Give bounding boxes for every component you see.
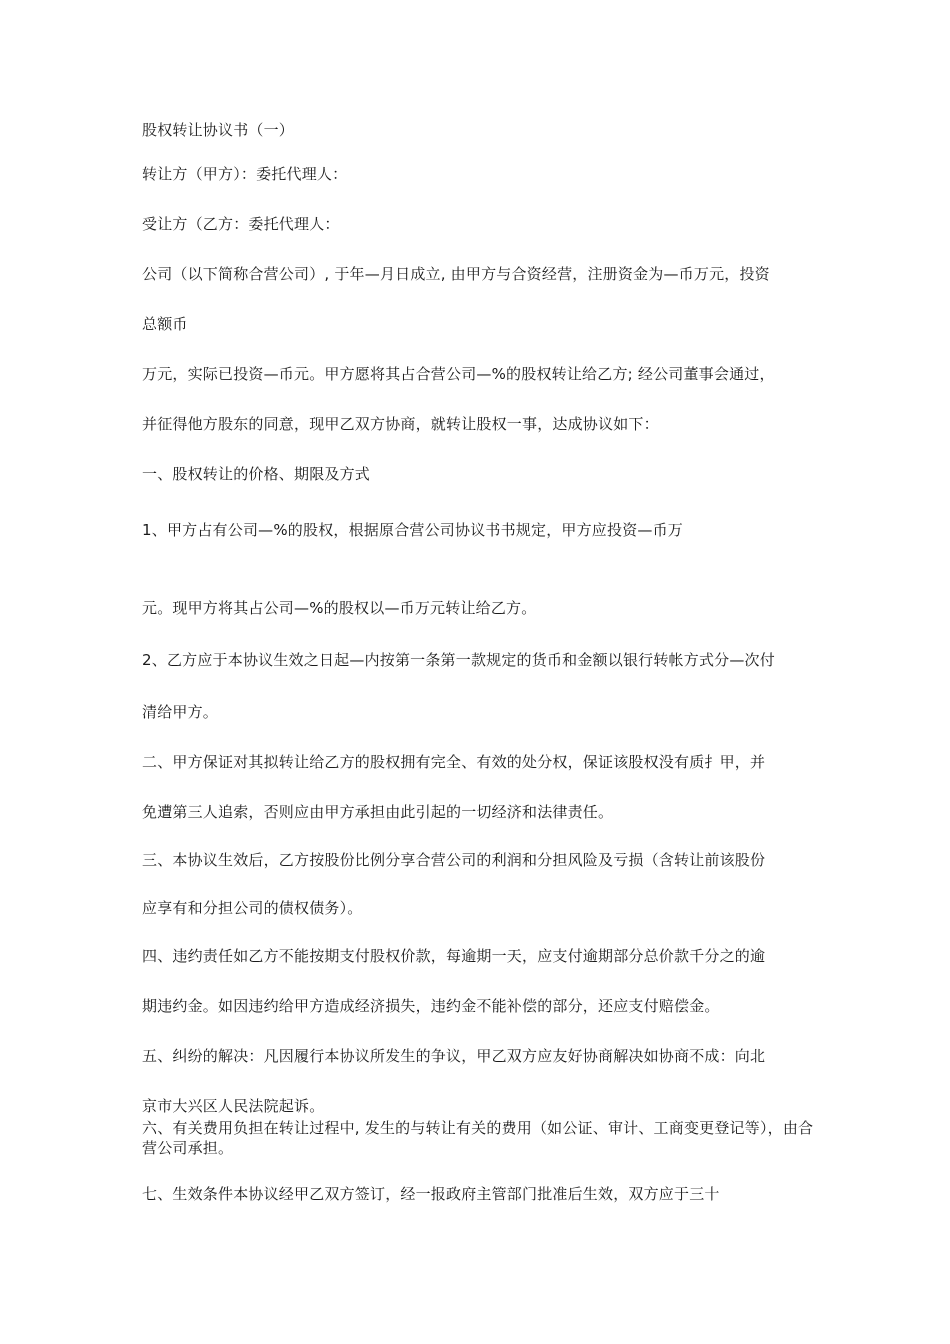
clause-line: 七、生效条件本协议经甲乙双方签订，经一报政府主管部门批准后生效，双方应于三十: [142, 1185, 720, 1203]
paragraph-line: 并征得他方股东的同意，现甲乙双方协商，就转让股权一事，达成协议如下：: [142, 415, 659, 433]
transferor-line: 转让方（甲方）：委托代理人：: [142, 165, 348, 183]
clause-line: 四、违约责任如乙方不能按期支付股权价款，每逾期一天，应支付逾期部分总价款千分之的逾: [142, 947, 766, 965]
clause-line: 免遭第三人追索，否则应由甲方承担由此引起的一切经济和法律责任。: [142, 803, 614, 821]
clause-line: 2、乙方应于本协议生效之日起—内按第一条第一款规定的货币和金额以银行转帐方式分—次付: [142, 651, 775, 669]
document-title: 股权转让协议书（一）: [142, 121, 295, 139]
clause-line: 应享有和分担公司的债权债务）。: [142, 899, 363, 917]
section-heading: 一、股权转让的价格、期限及方式: [142, 465, 371, 483]
clause-line: 二、甲方保证对其拟转让给乙方的股权拥有完全、有效的处分权，保证该股权没有质扌甲，并: [142, 753, 766, 771]
transferee-line: 受让方（乙方：委托代理人：: [142, 215, 340, 233]
paragraph-line: 总额币: [142, 315, 188, 333]
clause-line: 五、纠纷的解决：凡因履行本协议所发生的争议，甲乙双方应友好协商解决如协商不成：向北: [142, 1047, 766, 1065]
clause-line: 元。现甲方将其占公司—%的股权以—币万元转让给乙方。: [142, 599, 537, 617]
clause-line: 清给甲方。: [142, 703, 219, 721]
paragraph-line: 公司（以下简称合营公司）, 于年—月日成立, 由甲方与合资经营，注册资金为—币万元，投资: [142, 265, 770, 283]
clause-line: 期违约金。如因违约给甲方造成经济损失，违约金不能补偿的部分，还应支付赔偿金。: [142, 997, 720, 1015]
clause-line-wrapped: 六、有关费用负担在转让过程中, 发生的与转让有关的费用（如公证、审计、工商变更登记等），由合营公司承担。: [142, 1119, 814, 1157]
clause-line: 京市大兴区人民法院起诉。: [142, 1097, 325, 1115]
clause-line: 三、本协议生效后，乙方按股份比例分享合营公司的利润和分担风险及亏损（含转让前该股份: [142, 851, 766, 869]
clause-line: 1、甲方占有公司—%的股权，根据原合营公司协议书书规定，甲方应投资—币万: [142, 521, 683, 539]
paragraph-line: 万元，实际已投资—币元。甲方愿将其占合营公司—%的股权转让给乙方; 经公司董事会通过，: [142, 365, 775, 383]
